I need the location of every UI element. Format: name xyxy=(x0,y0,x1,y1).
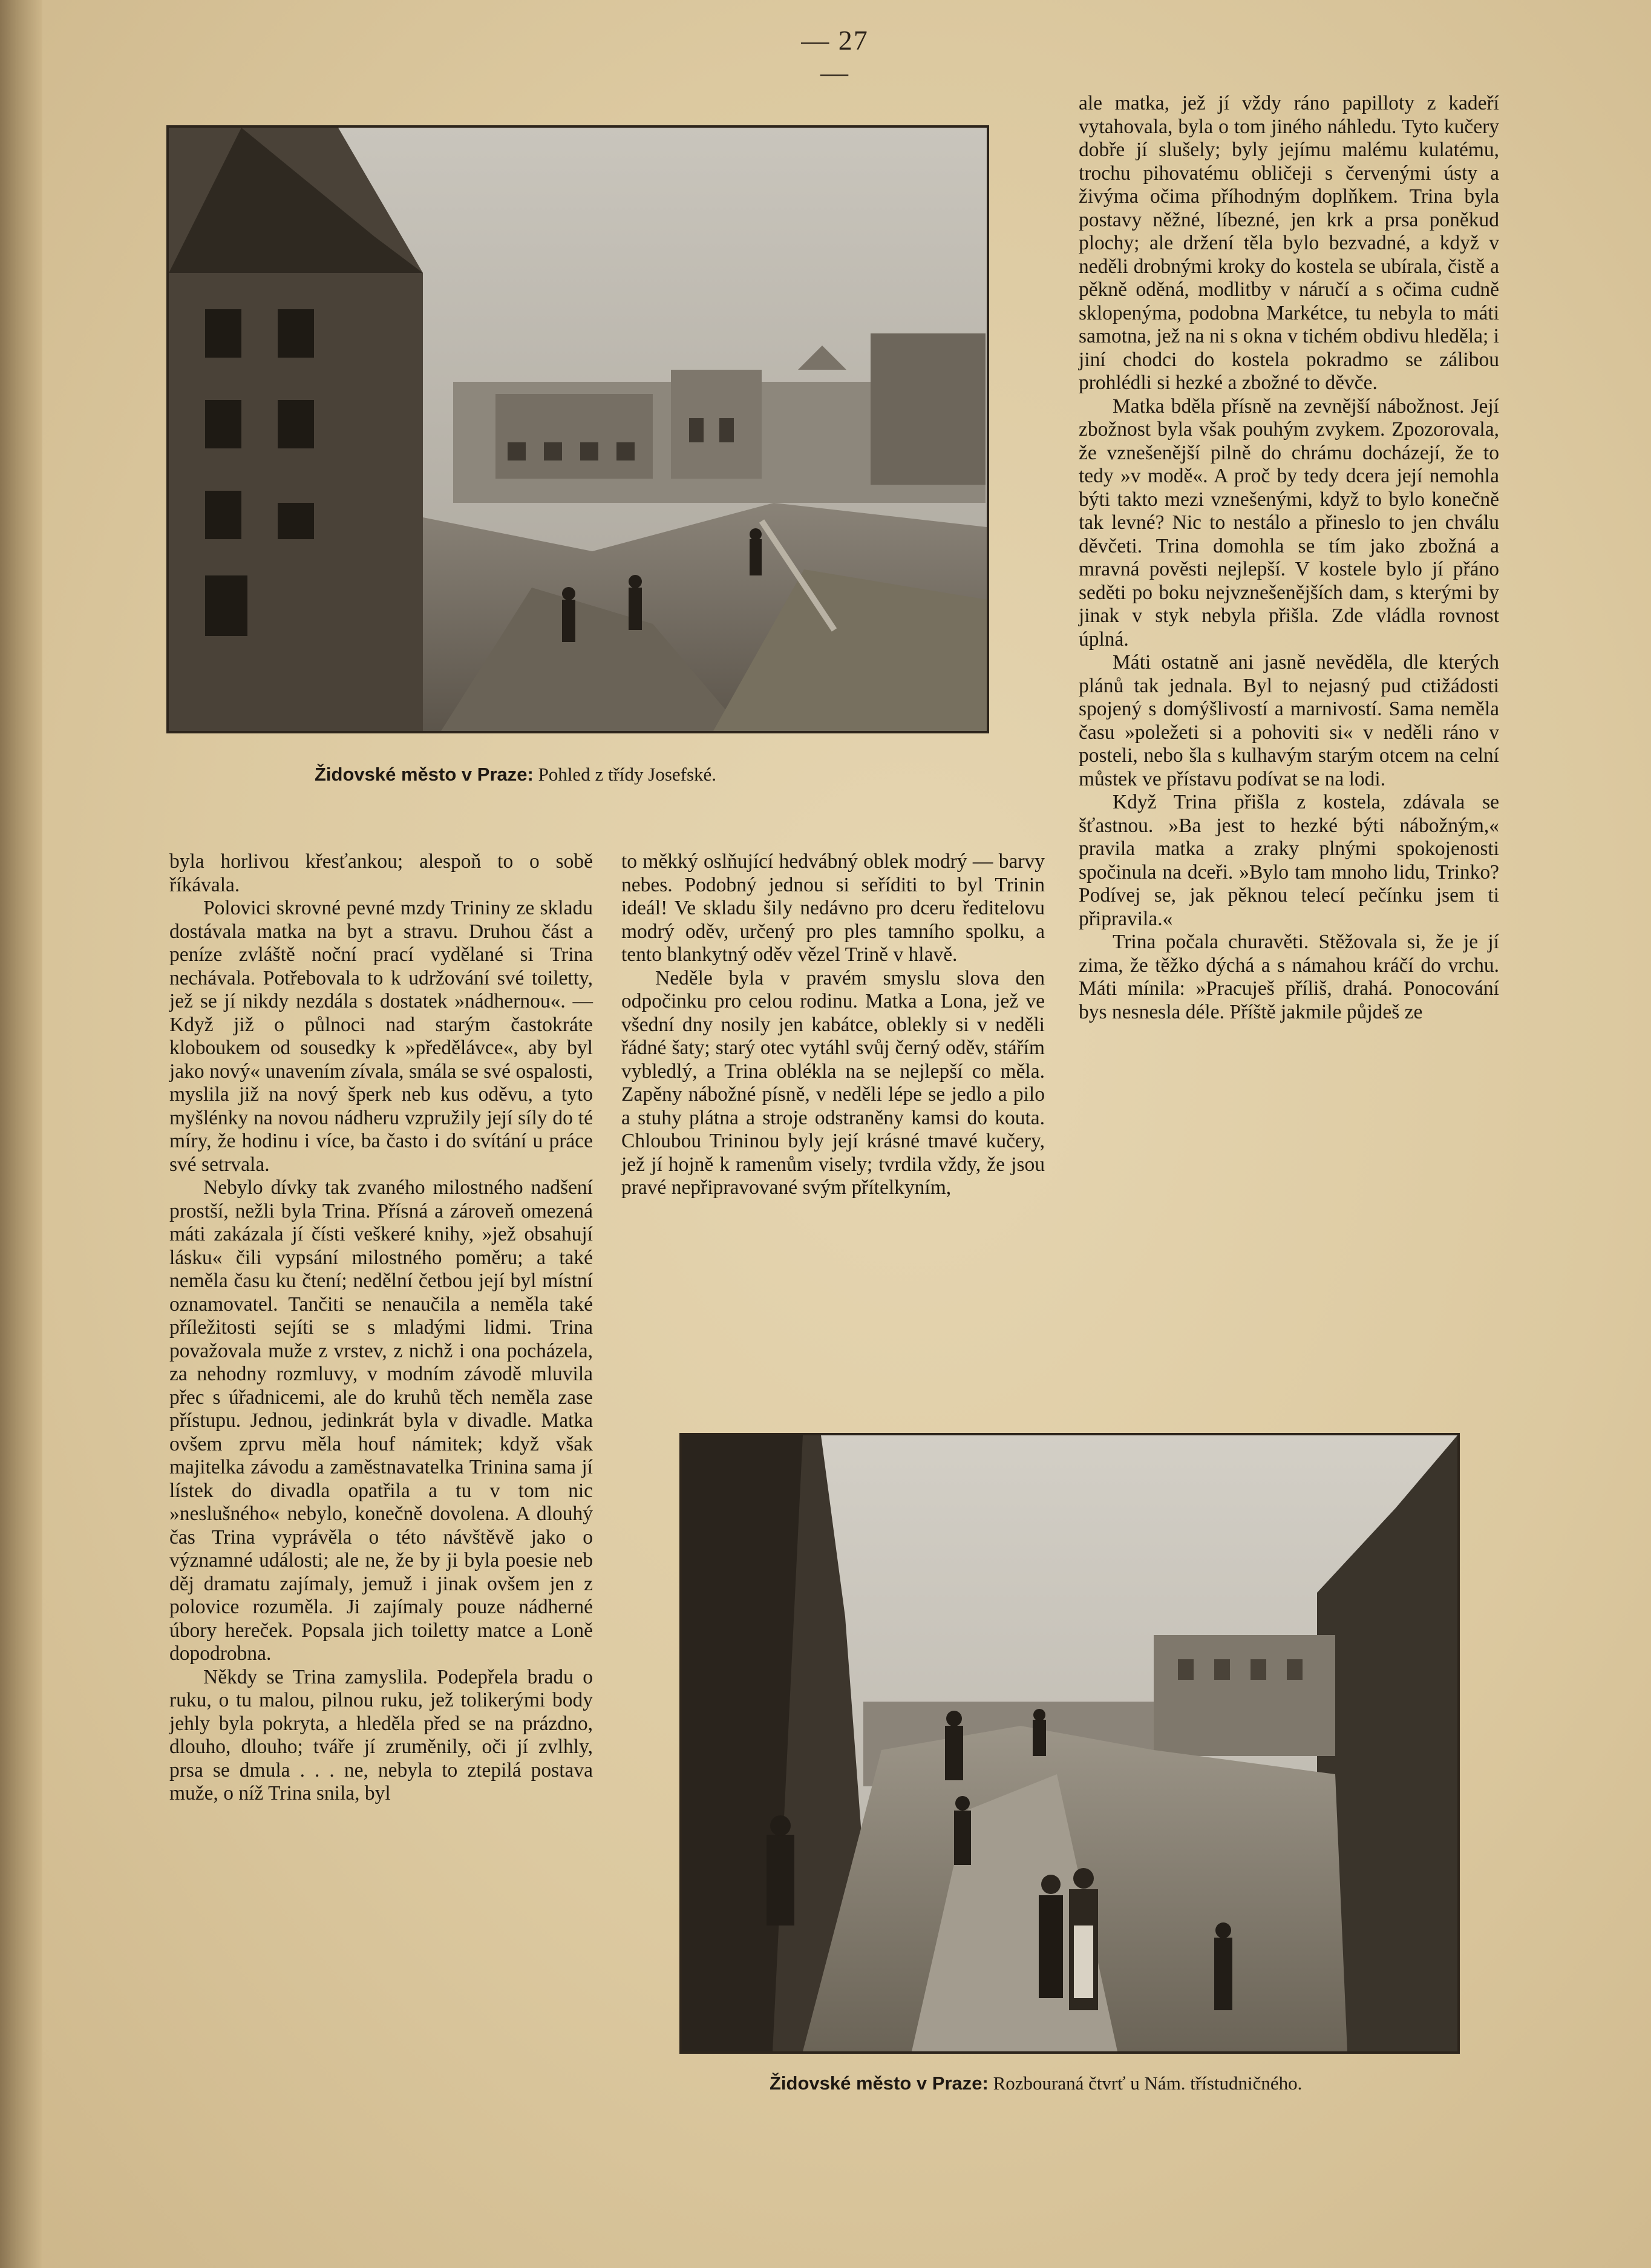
paragraph: Trina počala churavěti. Stěžovala si, že je jí zima, že těžko dýchá a s námahou kráčí do vrchu. Máti mínila: »Pracuješ příliš, drahá. Ponocování bys nesnesla déle. Příště jakmile půjdeš ze xyxy=(1079,931,1499,1023)
page-binding-shadow xyxy=(0,0,42,2268)
paragraph: Neděle byla v pravém smyslu slova den odpočinku pro celou rodinu. Matka a Lona, jež ve všední dny nosily jen kabátce, oblekly si v neděli řádné šaty; starý otec vytáhl svůj černý oděv, stářím vybledlý, a Trina oblékla na se nejlepší co měla. Zapěny nábožné písně, v neděli lépe se jedlo a pilo a stuhy plátna a stroje odstraněny kamsi do kouta. Chloubou Trininou byly její krásné tmavé kučery, jež jí hojně k ramenům visely; tvrdila vždy, že jsou pravé nepřipravované svým přítelkyním, xyxy=(621,966,1045,1199)
paragraph: Polovici skrovné pevné mzdy Trininy ze skladu dostávala matka na byt a stravu. Druhou část a peníze zvláště noční prací vydělané si Trina nechávala. Potřebovala to k udržování své toiletty, jež se jí nikdy nezdála s dostatek »nádhernou«. — Když již o půlnoci nad starým častokráte kloboukem od sousedky k »předělávce«, aby byl jako nový« unavením zívala, smála se své ospalosti, myslila již na nový šperk neb kus oděvu, a tyto myšlénky na novou nádheru vzpružily její síly do té míry, že hodinu i více, ba často i do svítání u práce své setrvala. xyxy=(169,897,593,1176)
caption-1-text: Pohled z třídy Josefské. xyxy=(538,764,717,785)
paragraph: Matka bděla přísně na zevnější nábožnost. Její zbožnost byla však pouhým zvykem. Zpozorovala, že vznešenější pilně do chrámu docházejí, že to tedy »v modě«. A proč by tedy dcera její nemohla býti takto mezi vznešenými, když to bylo konečně tak levné? Nic to nestálo a přineslo to jen chválu děvčeti. Trina domohla se tím jako zbožná a mravná pověsti nejlepší. V kostele bylo jí přáno seděti po boku nejvznešenějších dam, s kterými by jinak v styk nebyla přišla. Zde vládla rovnost úplná. xyxy=(1079,395,1499,651)
photo-demolished-quarter xyxy=(679,1433,1460,2054)
caption-2-text: Rozbouraná čtvrť u Nám. třístudničného. xyxy=(993,2073,1303,2094)
photo-ruins-street-view xyxy=(169,128,987,731)
column-middle xyxy=(621,850,1045,1200)
column-right-top xyxy=(1079,92,1499,1024)
caption-photo-2 xyxy=(770,2073,1302,2094)
paragraph: Nebylo dívky tak zvaného milostného nadšení prostší, nežli byla Trina. Přísná a zároveň omezená máti zakázala jí čísti veškeré knihy, »jež obsahují lásku« čili vypsání milostného poměru; a také neměla času ku čtení; nedělní četbou její byl místní oznamovatel. Tančiti se nenaučila a neměla také příležitosti sejíti se s mladými lidmi. Trina považovala muže z vrstev, z nichž i ona pocházela, za nehodny rozmluvy, v modním závodě mluvila přec s úřadnicemi, ale do kruhů těch neměla zase přístupu. Jednou, jedinkrát byla v divadle. Matka ovšem zprvu měla houf námitek; když však majitelka závodu a zaměstnavatelka Trinina sama jí lístek do divadla opatřila a tu v tom nic »neslušného« nebylo, konečně dovolena. A dlouhý čas Trina vyprávěla o této návštěvě jako o významné události; ale ne, že by ji byla poesie neb děj dramatu zajímaly, jemuž i jinak ovšem jen z polovice rozuměla. Ji zajímaly pouze nádherné úbory hereček. Popsala jich toiletty matce a Loně dopodrobna. xyxy=(169,1176,593,1665)
paragraph: Někdy se Trina zamyslila. Podepřela bradu o ruku, o tu malou, pilnou ruku, jež tolikerými body jehly byla pokryta, a hleděla před se na prázdno, dlouho, dlouho; tváře jí zruměnily, oči jí zvlhly, prsa se dmula . . . ne, nebyla to ztepilá postava muže, o níž Trina snila, byl xyxy=(169,1665,593,1804)
caption-2-title: Židovské město v Praze: xyxy=(770,2073,989,2094)
paragraph: ale matka, jež jí vždy ráno papilloty z kadeří vytahovala, byla o tom jiného náhledu. Tyto kučery dobře jí slušely; byly jejímu malému kulatému, trochu pihovatému obličeji s červenými ústy a živýma očima příhodným doplňkem. Trina byla postavy něžné, líbezné, jen krk a prsa poněkud plochy; ale držení těla bylo bezvadné, a když v neděli drobnými kroky do kostela se ubírala, čistě a pěkně oděná, modlitby v náručí a s očima cudně sklopenýma, podobna Markétce, tu nebyla to máti samotna, jež na ni s okna v tichém obdivu hleděla; i jiní chodci do kostela pokradmo se zálibou prohlédli si hezké a zbožné to děvče. xyxy=(1079,92,1499,394)
photo-josefska-street xyxy=(166,125,989,733)
column-left xyxy=(169,850,593,1806)
paragraph: byla horlivou křesťankou; alespoň to o sobě říkávala. xyxy=(169,850,593,896)
caption-photo-1 xyxy=(315,764,716,785)
photo-demolished-square-view xyxy=(682,1435,1457,2051)
paragraph: Když Trina přišla z kostela, zdávala se šťastnou. »Ba jest to hezké býti nábožným,« pravila matka a zraky plnými spokojenosti spočinula na dceři. »Bylo tam mnoho lidu, Trinko? Podívej se, jak pěknou telecí pečínku jsem ti připravila.« xyxy=(1079,791,1499,930)
page-number: — 27 — xyxy=(801,25,869,88)
paragraph: Máti ostatně ani jasně nevěděla, dle kterých plánů tak jednala. Byl to nejasný pud ctižádosti spojený s domýšlivostí a marnivostí. Sama neměla času »poležeti si a pohoviti si« v neděli ráno v posteli, nebo šla s kulhavým starým otcem na celní můstek ve přístavu podívat se na lodi. xyxy=(1079,651,1499,790)
caption-1-title: Židovské město v Praze: xyxy=(315,764,534,785)
paragraph: to měkký oslňující hedvábný oblek modrý — barvy nebes. Podobný jednou si seříditi to byl Trinin ideál! Ve skladu šily nedávno pro dceru ředitelovu modrý oděv, určený pro ples tamního spolku, a tento blankytný oděv vězel Trině v hlavě. xyxy=(621,850,1045,966)
